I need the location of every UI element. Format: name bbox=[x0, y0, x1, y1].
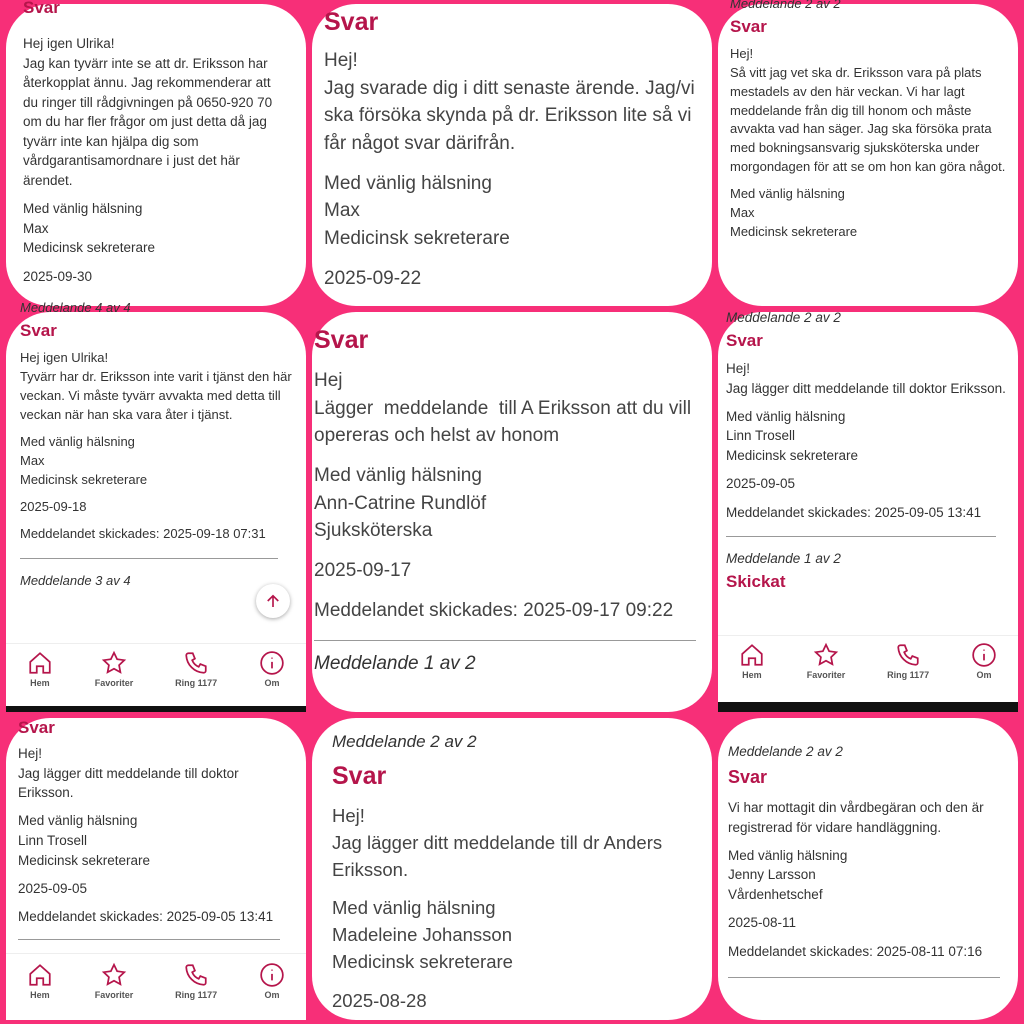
sender-name: Max bbox=[324, 200, 360, 222]
nav-home-label: Hem bbox=[30, 678, 50, 688]
greeting: Med vänlig hälsning bbox=[726, 408, 846, 424]
reply-heading: Svar bbox=[20, 321, 57, 340]
sent-heading: Skickat bbox=[726, 572, 786, 592]
home-icon bbox=[27, 650, 53, 676]
sent-timestamp: Meddelandet skickades: 2025-09-18 07:31 bbox=[20, 526, 266, 542]
body-line: Hej! bbox=[726, 361, 751, 376]
nav-about[interactable] bbox=[259, 962, 285, 1020]
reply-heading: Svar bbox=[332, 762, 387, 790]
sent-timestamp: Meddelandet skickades: 2025-08-11 07:16 bbox=[728, 943, 983, 959]
message-card-8 bbox=[312, 718, 712, 1020]
home-icon bbox=[739, 642, 765, 668]
greeting: Med vänlig hälsning bbox=[20, 433, 135, 449]
info-icon bbox=[259, 962, 285, 988]
nav-favorites[interactable] bbox=[807, 642, 846, 702]
sender-role: Medicinsk sekreterare bbox=[20, 471, 148, 487]
body-line: Jag svarade dig i ditt senaste ärende. Jag/vi ska försöka skynda på dr. Eriksson lite så vi får något svar därifrån. bbox=[324, 77, 695, 154]
body-line: Hej! bbox=[18, 746, 43, 761]
greeting: Med vänlig hälsning bbox=[314, 464, 482, 486]
nav-home-label: Hem bbox=[742, 670, 762, 680]
nav-about-label: Om bbox=[976, 670, 992, 680]
nav-home[interactable] bbox=[27, 650, 53, 706]
body-line: Hej igen Ulrika! bbox=[23, 36, 115, 51]
body-line: Jag lägger ditt meddelande till doktor Eriksson. bbox=[726, 380, 1006, 396]
nav-about[interactable] bbox=[259, 650, 285, 706]
body-line: Lägger meddelande till A Eriksson att du vill opereras och helst av honom bbox=[314, 397, 697, 447]
sender-name: Ann-Catrine Rundlöf bbox=[314, 492, 487, 514]
reply-heading: Svar bbox=[726, 331, 763, 350]
message-card-9 bbox=[718, 718, 1018, 1020]
message-counter: Meddelande 1 av 2 bbox=[726, 551, 841, 567]
sender-role: Medicinsk sekreterare bbox=[18, 852, 151, 868]
message-counter: Meddelande 2 av 2 bbox=[730, 0, 841, 11]
message-date: 2025-08-11 bbox=[728, 915, 797, 931]
message-counter: Meddelande 1 av 2 bbox=[314, 653, 476, 675]
nav-call-label: Ring 1177 bbox=[887, 670, 930, 680]
sent-timestamp: Meddelandet skickades: 2025-09-05 13:41 bbox=[18, 909, 274, 925]
info-icon bbox=[259, 650, 285, 676]
greeting: Med vänlig hälsning bbox=[23, 201, 143, 217]
system-bar bbox=[718, 702, 1018, 712]
nav-call[interactable] bbox=[887, 642, 929, 702]
phone-icon bbox=[183, 962, 209, 988]
greeting: Med vänlig hälsning bbox=[728, 847, 848, 863]
system-bar bbox=[6, 706, 306, 712]
nav-home[interactable] bbox=[27, 962, 53, 1020]
reply-heading: Svar bbox=[314, 326, 369, 354]
sender-name: Madeleine Johansson bbox=[332, 924, 512, 946]
reply-heading: Svar bbox=[18, 718, 55, 737]
bottom-navigation bbox=[6, 643, 306, 706]
nav-favorites[interactable] bbox=[95, 650, 134, 706]
body-line: Jag kan tyvärr inte se att dr. Eriksson har återkopplat ännu. Jag rekommenderar att du ringer till rådgivningen på 0650-920 70 om du har fler frågor om just detta då jag tyvärr inte kan hjälpa dig som vårdgarantisamordnare i just det här ärendet. bbox=[23, 55, 273, 188]
greeting: Med vänlig hälsning bbox=[324, 172, 492, 194]
body-line: Hej! bbox=[730, 46, 754, 61]
message-counter: Meddelande 2 av 2 bbox=[726, 310, 841, 325]
message-counter: Meddelande 4 av 4 bbox=[20, 300, 131, 315]
message-date: 2025-09-05 bbox=[18, 880, 88, 896]
body-line: Så vitt jag vet ska dr. Eriksson vara på plats mestadels av den här veckan. Vi har lagt meddelande från dig till honom och måste avvakta vad han säger. Jag ska försöka prata med bokningsansvarig sjuksköterska under morgondagen för att se om hon kan göra något. bbox=[730, 64, 1006, 175]
sender-name: Max bbox=[20, 452, 45, 468]
sender-name: Linn Trosell bbox=[726, 428, 796, 444]
sender-role: Medicinsk sekreterare bbox=[332, 951, 513, 973]
nav-call-label: Ring 1177 bbox=[175, 990, 218, 1000]
nav-call-label: Ring 1177 bbox=[175, 678, 218, 688]
body-line: Jag lägger ditt meddelande till dr Anders Eriksson. bbox=[332, 831, 663, 880]
sender-role: Medicinsk sekreterare bbox=[726, 448, 859, 464]
sender-name: Max bbox=[23, 220, 49, 236]
body-line: Tyvärr har dr. Eriksson inte varit i tjänst den här veckan. Vi måste tyvärr avvakta med detta till veckan när han ska vara åter i tjänst. bbox=[20, 368, 292, 422]
star-icon bbox=[813, 642, 839, 668]
nav-about-label: Om bbox=[264, 678, 280, 688]
message-counter: Meddelande 2 av 2 bbox=[728, 744, 843, 759]
message-date: 2025-09-05 bbox=[726, 476, 796, 492]
greeting: Med vänlig hälsning bbox=[332, 897, 496, 919]
greeting: Med vänlig hälsning bbox=[730, 186, 845, 202]
nav-home-label: Hem bbox=[30, 990, 50, 1000]
bottom-navigation bbox=[6, 953, 306, 1020]
reply-heading: Svar bbox=[324, 8, 379, 36]
divider bbox=[18, 939, 280, 940]
message-card-7 bbox=[6, 718, 306, 1020]
body-line: Vi har mottagit din vårdbegäran och den är registrerad för vidare handläggning. bbox=[728, 800, 984, 835]
message-counter: Meddelande 3 av 4 bbox=[20, 572, 131, 588]
message-date: 2025-09-30 bbox=[23, 268, 93, 284]
message-card-1 bbox=[6, 0, 306, 306]
star-icon bbox=[101, 962, 127, 988]
sent-timestamp: Meddelandet skickades: 2025-09-05 13:41 bbox=[726, 504, 982, 520]
body-line: Hej! bbox=[324, 50, 358, 71]
divider bbox=[728, 977, 1000, 978]
body-line: Jag lägger ditt meddelande till doktor Eriksson. bbox=[18, 765, 239, 801]
sender-role: Medicinsk sekreterare bbox=[730, 224, 858, 240]
message-date: 2025-08-28 bbox=[332, 989, 427, 1011]
message-card-6 bbox=[718, 312, 1018, 712]
message-date: 2025-09-17 bbox=[314, 559, 412, 581]
body-line: Hej igen Ulrika! bbox=[20, 350, 109, 365]
nav-about[interactable] bbox=[971, 642, 997, 702]
message-date: 2025-09-18 bbox=[20, 498, 87, 514]
reply-heading: Svar bbox=[730, 17, 767, 36]
message-card-5 bbox=[312, 312, 712, 712]
message-card-2 bbox=[312, 4, 712, 306]
phone-icon bbox=[183, 650, 209, 676]
arrow-up-icon bbox=[264, 592, 282, 610]
message-counter: Meddelande 2 av 2 bbox=[332, 732, 477, 751]
scroll-to-top-button[interactable] bbox=[256, 584, 290, 618]
sender-name: Jenny Larsson bbox=[728, 867, 816, 883]
reply-heading: Svar bbox=[23, 0, 60, 17]
message-card-4 bbox=[6, 300, 306, 712]
sender-role: Vårdenhetschef bbox=[728, 887, 823, 903]
home-icon bbox=[27, 962, 53, 988]
nav-call[interactable] bbox=[175, 650, 217, 706]
sender-name: Max bbox=[730, 205, 755, 221]
message-card-3 bbox=[718, 0, 1018, 306]
greeting: Med vänlig hälsning bbox=[18, 813, 138, 829]
nav-favorites[interactable] bbox=[95, 962, 134, 1020]
info-icon bbox=[971, 642, 997, 668]
body-line: Hej! bbox=[332, 805, 365, 826]
nav-favorites-label: Favoriter bbox=[94, 678, 134, 688]
sender-name: Linn Trosell bbox=[18, 833, 88, 849]
nav-about-label: Om bbox=[264, 990, 280, 1000]
nav-home[interactable] bbox=[739, 642, 765, 702]
reply-heading: Svar bbox=[728, 767, 768, 787]
nav-call[interactable] bbox=[175, 962, 217, 1020]
message-date: 2025-09-22 bbox=[324, 267, 422, 289]
sender-role: Medicinsk sekreterare bbox=[324, 227, 510, 249]
nav-favorites-label: Favoriter bbox=[806, 670, 846, 680]
bottom-navigation bbox=[718, 635, 1018, 702]
phone-icon bbox=[895, 642, 921, 668]
sender-role: Sjuksköterska bbox=[314, 520, 433, 542]
nav-favorites-label: Favoriter bbox=[94, 990, 134, 1000]
sent-timestamp: Meddelandet skickades: 2025-09-17 09:22 bbox=[314, 599, 674, 621]
body-line: Hej bbox=[314, 370, 343, 391]
sender-role: Medicinsk sekreterare bbox=[23, 240, 156, 256]
star-icon bbox=[101, 650, 127, 676]
